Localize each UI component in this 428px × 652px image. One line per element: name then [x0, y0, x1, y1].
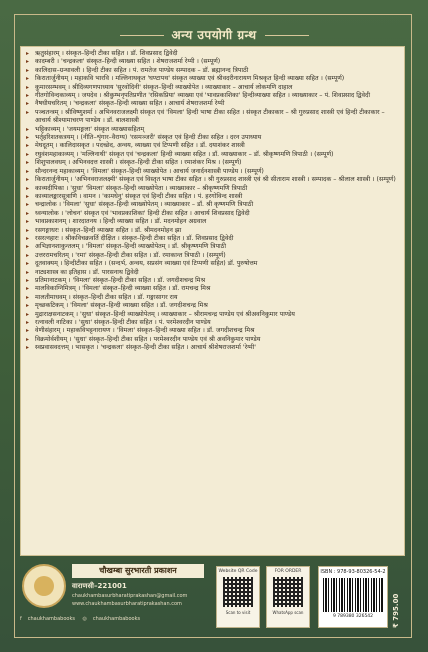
- book-entry: ▸ वेणीसंहारम् । महाकविभट्टनारायण । 'विमला' संस्कृत–हिन्दी व्याख्या सहित । डॉ. जगदीशचन्द्र मिश्र: [26, 327, 399, 335]
- publisher-city: वाराणसी–221001: [72, 582, 127, 590]
- order-qr-block: [266, 566, 310, 628]
- website-qr-note: Scan to visit: [225, 610, 251, 615]
- footer: [20, 562, 405, 634]
- book-entry: ▸ मुद्राराक्षसनाटकम् । 'सुधा' संस्कृत–हिन्दी व्याख्योपेतम् । व्याख्याकार – श्रीरामचन्द्र पाण्डेय एवं श्रीअवनिकुमार पाण्डेय: [26, 311, 399, 319]
- book-entry: ▸ किरातार्जुनीयम् । 'अभिनवराजलक्ष्मी' संस्कृत एवं विस्तृत भाषा टीका सहित । श्री गुरुप्रसाद शास्त्री एवं श्री सीताराम शास्त्री । सम्पादक – श्रीलाल शास्त्री । (सम्पूर्ण): [26, 176, 399, 184]
- book-entry: ▸ स्वप्नवासवदत्तम् । भासकृत । 'चन्द्रकला' संस्कृत–हिन्दी टीका सहित । आचार्य श्रीशेषराजशर्मा 'रेग्मी': [26, 344, 399, 352]
- book-entry: ▸ भावप्रकाशनम् । शारदातनय । हिन्दी व्याख्या सहित । डॉ. मदनमोहन अग्रवाल: [26, 218, 399, 226]
- book-entry: ▸ रत्नावली नाटिका । 'सुधा' संस्कृत–हिन्दी टीका सहित । पं. परमेश्वरदीन पाण्डेय: [26, 319, 399, 327]
- book-entry: ▸ काव्यालङ्कारसूत्राणि । वामन । 'कामधेनु' संस्कृत एवं हिन्दी टीका सहित । पं. हरगोविन्द शास्त्री: [26, 193, 399, 201]
- book-entry: ▸ सौन्दरनन्द महाकाव्यम् । 'विमला' संस्कृत–हिन्दी व्याख्योपेत । आचार्य जनार्दनशास्त्री पाण्डेय । (सम्पूर्ण): [26, 168, 399, 176]
- social-links: [20, 616, 206, 622]
- book-entry: ▸ रसरत्नहारः । श्रीकविचक्रवर्ति दीक्षित । संस्कृत–हिन्दी टीका सहित । डॉ. शिवप्रसाद द्विवेदी: [26, 235, 399, 243]
- book-list: [20, 46, 405, 556]
- list-heading: अन्य उपयोगी ग्रन्थ: [0, 26, 428, 43]
- website-qr-code[interactable]: [223, 577, 253, 607]
- book-entry: ▸ मालतीमाधवम् । संस्कृत–हिन्दी टीका सहित । डॉ. गङ्गासागर राय: [26, 294, 399, 302]
- book-entry: ▸ नाट्यशास्त्र का इतिहास । डॉ. पारसनाथ द्विवेदी: [26, 269, 399, 277]
- book-entry: ▸ भर्तृहरिशतकत्रयम् । (नीति–शृंगार–वैराग्य) 'रसमञ्जरी' संस्कृत एवं हिन्दी टीका सहित । दरन उपाध्याय: [26, 134, 399, 142]
- order-qr-note: WhatsApp scan: [272, 610, 304, 615]
- book-entry: ▸ गीतगोविन्दकाव्यम् । जयदेव । श्रीकुम्भनृपतिप्रणीत 'रसिकप्रिया' व्याख्या एवं 'भावप्रकाशिका' हिन्दीव्याख्या सहित । व्याख्याकार – पं. शिवप्रसाद द्विवेदी: [26, 92, 399, 100]
- book-entry: ▸ ऋतुसंहारम् । संस्कृत–हिन्दी टीका सहित । डॉ. शिवप्रसाद द्विवेदी: [26, 50, 399, 58]
- barcode-digits: 9 789380 326542: [332, 614, 374, 619]
- book-entry: ▸ विक्रमोर्वशीयम् । 'सुधा' संस्कृत–हिन्दी टीका सहित । परमेश्वरदीन पाण्डेय एवं श्री अवनिकुमार पाण्डेय: [26, 336, 399, 344]
- book-entry: ▸ शिशुपालवधम् । अभिनवदत्त शास्त्री । संस्कृत–हिन्दी टीका सहित । रमाशंकर मिश्र । (सम्पूर्ण): [26, 159, 399, 167]
- website-qr-block: [216, 566, 260, 628]
- website-qr-title: Website QR Code: [218, 569, 258, 574]
- book-entry: ▸ रघुवंशमहाकाव्यम् । 'मल्लिनाथी' संस्कृत एवं 'चन्द्रकला' हिन्दी व्याख्या सहित । डॉ. व्याख्याकार – डॉ. श्रीकृष्णमणि त्रिपाठी । (सम्पूर्ण): [26, 151, 399, 159]
- price-label: ₹ 795.00: [392, 593, 400, 628]
- book-entry: ▸ प्रतिमानाटकम् । 'विमला' संस्कृत–हिन्दी टीका सहित । डॉ. जगदीशचन्द्र मिश्र: [26, 277, 399, 285]
- order-qr-title: FOR ORDER: [274, 569, 302, 574]
- book-entry: ▸ कादम्बरी । 'चन्द्रकला' संस्कृत–हिन्दी व्याख्या सहित । शेषराजशर्मा रेग्मी । (सम्पूर्ण): [26, 58, 399, 66]
- facebook-handle[interactable]: chaukhambabooks: [27, 616, 75, 622]
- book-entry: ▸ ध्वन्यालोक । 'लोचन' संस्कृत एवं 'भावप्रकाशिका' हिन्दी टीका सहित । आचार्य शिवप्रसाद द्विवेदी: [26, 210, 399, 218]
- publisher-name: चौखम्बा सुरभारती प्रकाशन: [72, 564, 204, 578]
- book-entry: ▸ मृच्छकटिकम् । 'विमला' संस्कृत–हिन्दी व्याख्या सहित । डॉ. जगदीशचन्द्र मिश्र: [26, 302, 399, 310]
- book-entry: ▸ भट्टिकाव्यम् । 'जयमङ्गला' संस्कृत व्याख्यासहितम्: [26, 126, 399, 134]
- book-entry: ▸ कुमारसम्भवम् । श्रीदिव्यगणपाध्याय 'सुरवोदिनी' संस्कृत–हिन्दी व्याख्योपेत । व्याख्याकार – आचार्य लोकमणि दाहाल: [26, 84, 399, 92]
- instagram-icon: ◎: [82, 616, 87, 622]
- price-block: [390, 568, 404, 628]
- isbn-barcode-block: [318, 566, 388, 628]
- book-entry: ▸ रसगङ्गाधरः । संस्कृत–हिन्दी व्याख्या सहित । डॉ. श्रीमदनमोहन झा: [26, 227, 399, 235]
- book-entry: ▸ कालिदास–ग्रन्थावली । हिन्दी टीका सहित । पं. रामतेज पाण्डेय सम्पादक – डॉ. ब्रह्मानन्द त्रिपाठी: [26, 67, 399, 75]
- publisher-block: [20, 562, 206, 634]
- publisher-email[interactable]: chaukhambasurbharatiprakashan@gmail.com: [72, 593, 188, 599]
- book-entry: ▸ मेघदूतम् । कालिदासकृत । पदच्छेद, अन्वय, व्याख्या एवं टिप्पणी सहित । डॉ. दयाशंकर शास्त्री: [26, 142, 399, 150]
- book-entry: ▸ अभिज्ञानशाकुन्तलम् । 'विमला' संस्कृत–हिन्दी व्याख्योपेतम् । डॉ. श्रीकृष्णमणि त्रिपाठी: [26, 243, 399, 251]
- publisher-logo: [22, 564, 66, 608]
- book-entry: ▸ पञ्चतन्त्रम् । श्रीविष्णुशर्मा । अभिनवराजलक्ष्मी संस्कृत एवं 'विमला' हिन्दी भाषा टीका सहित । संस्कृत टीकाकार – श्री गुरुप्रसाद शास्त्री एवं हिन्दी टीकाकार – आचार्य श्रीश्यामाचरण पाण्डेय । डॉ. बालशास्त्री: [26, 109, 399, 126]
- order-qr-code[interactable]: [273, 577, 303, 607]
- instagram-handle[interactable]: chaukhambabooks: [92, 616, 141, 622]
- book-entry: ▸ काव्यदीपिका । 'सुधा' 'विमला' संस्कृत–हिन्दी व्याख्योपेता । व्याख्याकार – श्रीकृष्णमणि त्रिपाठी: [26, 185, 399, 193]
- book-entry: ▸ मालविकाग्निमित्रम् । 'विमला' संस्कृत–हिन्दी व्याख्या सहित । डॉ. रामचन्द्र मिश्र: [26, 285, 399, 293]
- barcode: [323, 578, 383, 612]
- book-entry: ▸ किरातार्जुनीयम् । महाकवि भारवि । मल्लिनाथकृत 'घण्टापथ' संस्कृत व्याख्या एवं श्रीवदरीनारायण मिश्रकृत हिन्दी व्याख्या सहित । (सम्पूर्ण): [26, 75, 399, 83]
- book-entry: ▸ उत्तररामचरितम् । 'रमा' संस्कृत–हिन्दी टीका सहित । डॉ. रमाकान्त त्रिपाठी । (सम्पूर्ण): [26, 252, 399, 260]
- book-entry: ▸ दूतवाक्यम् । हिन्दीटीका सहित । (सन्दर्भ, अन्वय, सप्रसंग व्याख्या एवं टिप्पणी सहित) डॉ. पुरुषोत्तम: [26, 260, 399, 268]
- facebook-icon: f: [20, 616, 22, 622]
- publisher-website[interactable]: www.chaukhambasurbharatiprakashan.com: [72, 601, 182, 607]
- book-entry: ▸ नैषधीयचरितम् । 'चन्द्रकला' संस्कृत–हिन्दी व्याख्या सहित । आचार्य शेषराजशर्मा रेग्मी: [26, 100, 399, 108]
- isbn-label: ISBN : 978-93-80326-54-2: [320, 569, 386, 575]
- book-entry: ▸ चन्द्रालोक । 'विमला' 'सुधा' संस्कृत–हिन्दी व्याख्योपेतम् । व्याख्याकार – डॉ. श्री कृष्णमणि त्रिपाठी: [26, 201, 399, 209]
